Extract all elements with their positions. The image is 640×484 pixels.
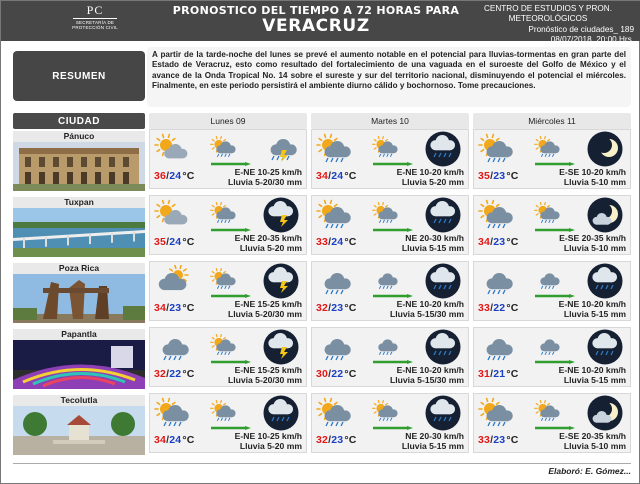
max-temp: 33 — [316, 236, 329, 248]
temperature-range: 32/23°C — [316, 434, 357, 446]
wind-forecast: NE 20-30 km/h — [405, 233, 464, 243]
temperature-range: 33/22°C — [478, 302, 519, 314]
arrow-right-icon — [373, 294, 413, 298]
arrow-right-icon — [211, 228, 251, 232]
forecast-cell — [149, 261, 307, 321]
wind-rain-info — [559, 299, 626, 319]
wind-forecast: E-NE 10-20 km/h — [396, 365, 464, 375]
max-temp: 36 — [154, 170, 167, 182]
arrow-right-icon — [535, 294, 575, 298]
wind-rain-info — [402, 431, 464, 451]
day-header-wednesday: Miércoles 11 — [473, 113, 631, 129]
wind-forecast: NE 20-30 km/h — [405, 431, 464, 441]
cloud-storm-night-icon — [262, 263, 300, 299]
forecast-cell — [311, 195, 469, 255]
max-temp: 32 — [316, 434, 329, 446]
forecast-cell — [473, 393, 631, 453]
header-bar — [1, 1, 640, 45]
wind-forecast: E-SE 20-35 km/h — [559, 431, 626, 441]
min-temp: 24 — [331, 236, 344, 248]
sun-cloud-rain-icon — [478, 199, 516, 233]
forecast-cell — [149, 195, 307, 255]
rain-forecast: Lluvia 5-20 mm — [239, 243, 302, 253]
max-temp: 31 — [478, 368, 491, 380]
cloud-rain-icon — [372, 333, 400, 359]
forecast-cell — [473, 327, 631, 387]
sun-cloud-rain-icon — [372, 135, 400, 161]
temperature-range: 32/22°C — [154, 368, 195, 380]
cloud-rain-icon — [316, 331, 354, 365]
city-name: Tuxpan — [13, 197, 145, 208]
report-datetime: 08/07/2018, 20:00 Hrs. — [550, 35, 634, 45]
rain-forecast: Lluvia 5-15/30 mm — [389, 375, 464, 385]
cloud-rain-icon — [534, 267, 562, 293]
rain-forecast: Lluvia 5-15 mm — [563, 309, 626, 319]
cloud-rain-icon — [478, 265, 516, 299]
min-temp: 22 — [169, 368, 182, 380]
wind-rain-info — [228, 365, 302, 385]
wind-rain-info — [235, 431, 302, 451]
wind-forecast: E-NE 15-25 km/h — [234, 299, 302, 309]
wind-rain-info — [390, 365, 464, 385]
colonial-building-photo — [13, 142, 145, 191]
arrow-right-icon — [535, 426, 575, 430]
city-row — [13, 197, 145, 257]
oil-workers-monument-photo — [13, 274, 145, 323]
temperature-range: 34/24°C — [316, 170, 357, 182]
min-temp: 24 — [169, 170, 182, 182]
wind-rain-info — [559, 233, 626, 253]
arrow-right-icon — [373, 360, 413, 364]
wind-rain-info — [559, 431, 626, 451]
sun-cloud-rain-icon — [316, 397, 354, 431]
rain-forecast: Lluvia 5-20 mm — [401, 177, 464, 187]
city-name: Pánuco — [13, 131, 145, 142]
cloud-storm-night-icon — [262, 329, 300, 365]
cloud-rain-icon — [316, 265, 354, 299]
min-temp: 24 — [331, 170, 344, 182]
max-temp: 34 — [478, 236, 491, 248]
temperature-range: 32/23°C — [316, 302, 357, 314]
sun-cloud-rain-icon — [534, 201, 562, 227]
rain-forecast: Lluvia 5-15 mm — [401, 441, 464, 451]
sun-cloud-rain-icon — [210, 267, 238, 293]
city-row — [13, 263, 145, 323]
min-temp: 23 — [331, 434, 344, 446]
sun-cloud-rain-icon — [478, 133, 516, 167]
temperature-range: 33/24°C — [316, 236, 357, 248]
arrow-right-icon — [373, 426, 413, 430]
sun-cloud-rain-icon — [210, 399, 238, 425]
wind-forecast: E-NE 20-35 km/h — [234, 233, 302, 243]
cloud-rain-icon — [478, 331, 516, 365]
temperature-range: 33/23°C — [478, 434, 519, 446]
report-meta — [454, 4, 634, 46]
wind-rain-info — [390, 299, 464, 319]
min-temp: 23 — [493, 170, 506, 182]
rain-forecast: Lluvia 5-20/30 mm — [227, 309, 302, 319]
city-row — [13, 329, 145, 389]
cloud-rain-night-icon — [586, 329, 624, 365]
title-line-1: PRONOSTICO DEL TIEMPO A 72 HORAS PARA — [172, 4, 460, 17]
sun-cloud-rain-icon — [316, 199, 354, 233]
wind-forecast: E-NE 10-20 km/h — [396, 167, 464, 177]
max-temp: 32 — [316, 302, 329, 314]
cloud-rain-night-icon — [424, 395, 462, 431]
min-temp: 23 — [169, 302, 182, 314]
rain-forecast: Lluvia 5-10 mm — [563, 441, 626, 451]
colorful-mural-photo — [13, 340, 145, 389]
sun-cloud-rain-icon — [316, 133, 354, 167]
day-header-tuesday: Martes 10 — [311, 113, 469, 129]
sun-cloud-rain-icon — [534, 135, 562, 161]
title-line-2: VERACRUZ — [262, 16, 370, 36]
city-name: Tecolutla — [13, 395, 145, 406]
min-temp: 21 — [493, 368, 506, 380]
cloud-storm-rain-icon — [262, 131, 300, 167]
moon-cloud-icon — [586, 197, 624, 233]
credit-text: Elaboró: E. Gómez... — [548, 466, 631, 476]
cloud-rain-icon — [154, 331, 192, 365]
wind-forecast: E-NE 10-20 km/h — [558, 365, 626, 375]
cloud-sun-icon — [154, 265, 192, 299]
cloud-storm-night-icon — [262, 197, 300, 233]
rain-forecast: Lluvia 5-15 mm — [563, 375, 626, 385]
max-temp: 35 — [478, 170, 491, 182]
temperature-range: 31/21°C — [478, 368, 519, 380]
wind-forecast: E-NE 10-25 km/h — [234, 167, 302, 177]
wind-rain-info — [235, 233, 302, 253]
rain-forecast: Lluvia 5-15 mm — [401, 243, 464, 253]
day-header-monday: Lunes 09 — [149, 113, 307, 129]
sun-partly-cloudy-icon — [154, 199, 192, 233]
forecast-cell — [149, 327, 307, 387]
arrow-right-icon — [211, 162, 251, 166]
cloud-rain-icon — [372, 267, 400, 293]
arrow-right-icon — [373, 228, 413, 232]
sun-cloud-rain-icon — [372, 201, 400, 227]
min-temp: 24 — [169, 434, 182, 446]
temperature-range: 34/24°C — [154, 434, 195, 446]
max-temp: 34 — [316, 170, 329, 182]
wind-forecast: E-NE 10-25 km/h — [234, 431, 302, 441]
forecast-cell — [473, 195, 631, 255]
temperature-range: 34/23°C — [154, 302, 195, 314]
arrow-right-icon — [373, 162, 413, 166]
arrow-right-icon — [211, 294, 251, 298]
rain-forecast: Lluvia 5-20 mm — [239, 441, 302, 451]
min-temp: 22 — [331, 368, 344, 380]
max-temp: 32 — [154, 368, 167, 380]
arrow-right-icon — [535, 162, 575, 166]
sun-partly-cloudy-icon — [154, 133, 192, 167]
max-temp: 30 — [316, 368, 329, 380]
rain-forecast: Lluvia 5-20/30 mm — [227, 375, 302, 385]
cloud-rain-night-icon — [424, 197, 462, 233]
temperature-range: 36/24°C — [154, 170, 195, 182]
min-temp: 23 — [493, 434, 506, 446]
cloud-rain-night-icon — [262, 395, 300, 431]
min-temp: 23 — [493, 236, 506, 248]
arrow-right-icon — [211, 426, 251, 430]
min-temp: 24 — [169, 236, 182, 248]
arrow-right-icon — [535, 360, 575, 364]
resumen-label: RESUMEN — [13, 51, 145, 101]
cloud-rain-icon — [534, 333, 562, 359]
wind-forecast: E-NE 10-20 km/h — [558, 299, 626, 309]
sun-cloud-rain-icon — [210, 333, 238, 359]
sun-cloud-rain-icon — [154, 397, 192, 431]
rain-forecast: Lluvia 5-15/30 mm — [389, 309, 464, 319]
temperature-range: 34/23°C — [478, 236, 519, 248]
wind-forecast: E-SE 20-35 km/h — [559, 233, 626, 243]
wind-forecast: E-SE 10-20 km/h — [559, 167, 626, 177]
cloud-rain-night-icon — [424, 263, 462, 299]
sun-cloud-rain-icon — [478, 397, 516, 431]
city-name: Papantla — [13, 329, 145, 340]
proteccion-civil-logo: PC SECRETARÍA DE PROTECCIÓN CIVIL — [72, 3, 118, 30]
report-id: Pronóstico de ciudades_ 189 — [528, 24, 634, 34]
rain-forecast: Lluvia 5-10 mm — [563, 243, 626, 253]
wind-rain-info — [402, 233, 464, 253]
wind-forecast: E-NE 15-25 km/h — [234, 365, 302, 375]
forecast-cell — [311, 393, 469, 453]
sun-cloud-rain-icon — [372, 399, 400, 425]
arrow-right-icon — [211, 360, 251, 364]
moon-night-icon — [586, 131, 624, 167]
arrow-right-icon — [535, 228, 575, 232]
cloud-rain-night-icon — [586, 263, 624, 299]
wind-rain-info — [559, 167, 626, 187]
wind-rain-info — [559, 365, 626, 385]
river-bridge-photo — [13, 208, 145, 257]
rain-forecast: Lluvia 5-20/30 mm — [227, 177, 302, 187]
sun-cloud-rain-icon — [210, 135, 238, 161]
wind-rain-info — [228, 167, 302, 187]
resumen-text: A partir de la tarde-noche del lunes se prevé el aumento notable en el potencial para lluvias-tormentas en gran parte del Estado de Veracruz, esto como resultado del fortalecimiento de una vaguada en el suroeste del Golfo de México y el avance de la Onda Tropical No. 14 sobre el sureste y sur del territorio nacional, disminuyendo el potencial el miércoles. Finalmente, en este periodo persistirá el ambiente diurno cálido y bochornoso. Tome precauciones. — [147, 47, 631, 107]
forecast-cell — [311, 129, 469, 189]
min-temp: 22 — [493, 302, 506, 314]
temperature-range: 35/24°C — [154, 236, 195, 248]
cloud-rain-night-icon — [424, 131, 462, 167]
footer-divider — [13, 463, 631, 464]
temperature-range: 30/22°C — [316, 368, 357, 380]
forecast-cell — [149, 129, 307, 189]
city-row — [13, 131, 145, 191]
org-name: CENTRO DE ESTUDIOS Y PRON. METEOROLÓGICOS — [484, 4, 612, 24]
wind-rain-info — [397, 167, 464, 187]
sun-cloud-rain-icon — [210, 201, 238, 227]
forecast-cell — [473, 261, 631, 321]
city-name: Poza Rica — [13, 263, 145, 274]
max-temp: 34 — [154, 434, 167, 446]
city-row — [13, 395, 145, 455]
max-temp: 35 — [154, 236, 167, 248]
max-temp: 34 — [154, 302, 167, 314]
wind-rain-info — [228, 299, 302, 319]
forecast-cell — [311, 261, 469, 321]
temperature-range: 35/23°C — [478, 170, 519, 182]
forecast-cell — [149, 393, 307, 453]
rain-forecast: Lluvia 5-10 mm — [563, 177, 626, 187]
town-square-photo — [13, 406, 145, 455]
cloud-rain-night-icon — [424, 329, 462, 365]
min-temp: 23 — [331, 302, 344, 314]
city-column-header: CIUDAD — [13, 113, 145, 129]
forecast-cell — [311, 327, 469, 387]
wind-forecast: E-NE 10-20 km/h — [396, 299, 464, 309]
max-temp: 33 — [478, 302, 491, 314]
forecast-cell — [473, 129, 631, 189]
sun-cloud-rain-icon — [534, 399, 562, 425]
max-temp: 33 — [478, 434, 491, 446]
moon-cloud-icon — [586, 395, 624, 431]
